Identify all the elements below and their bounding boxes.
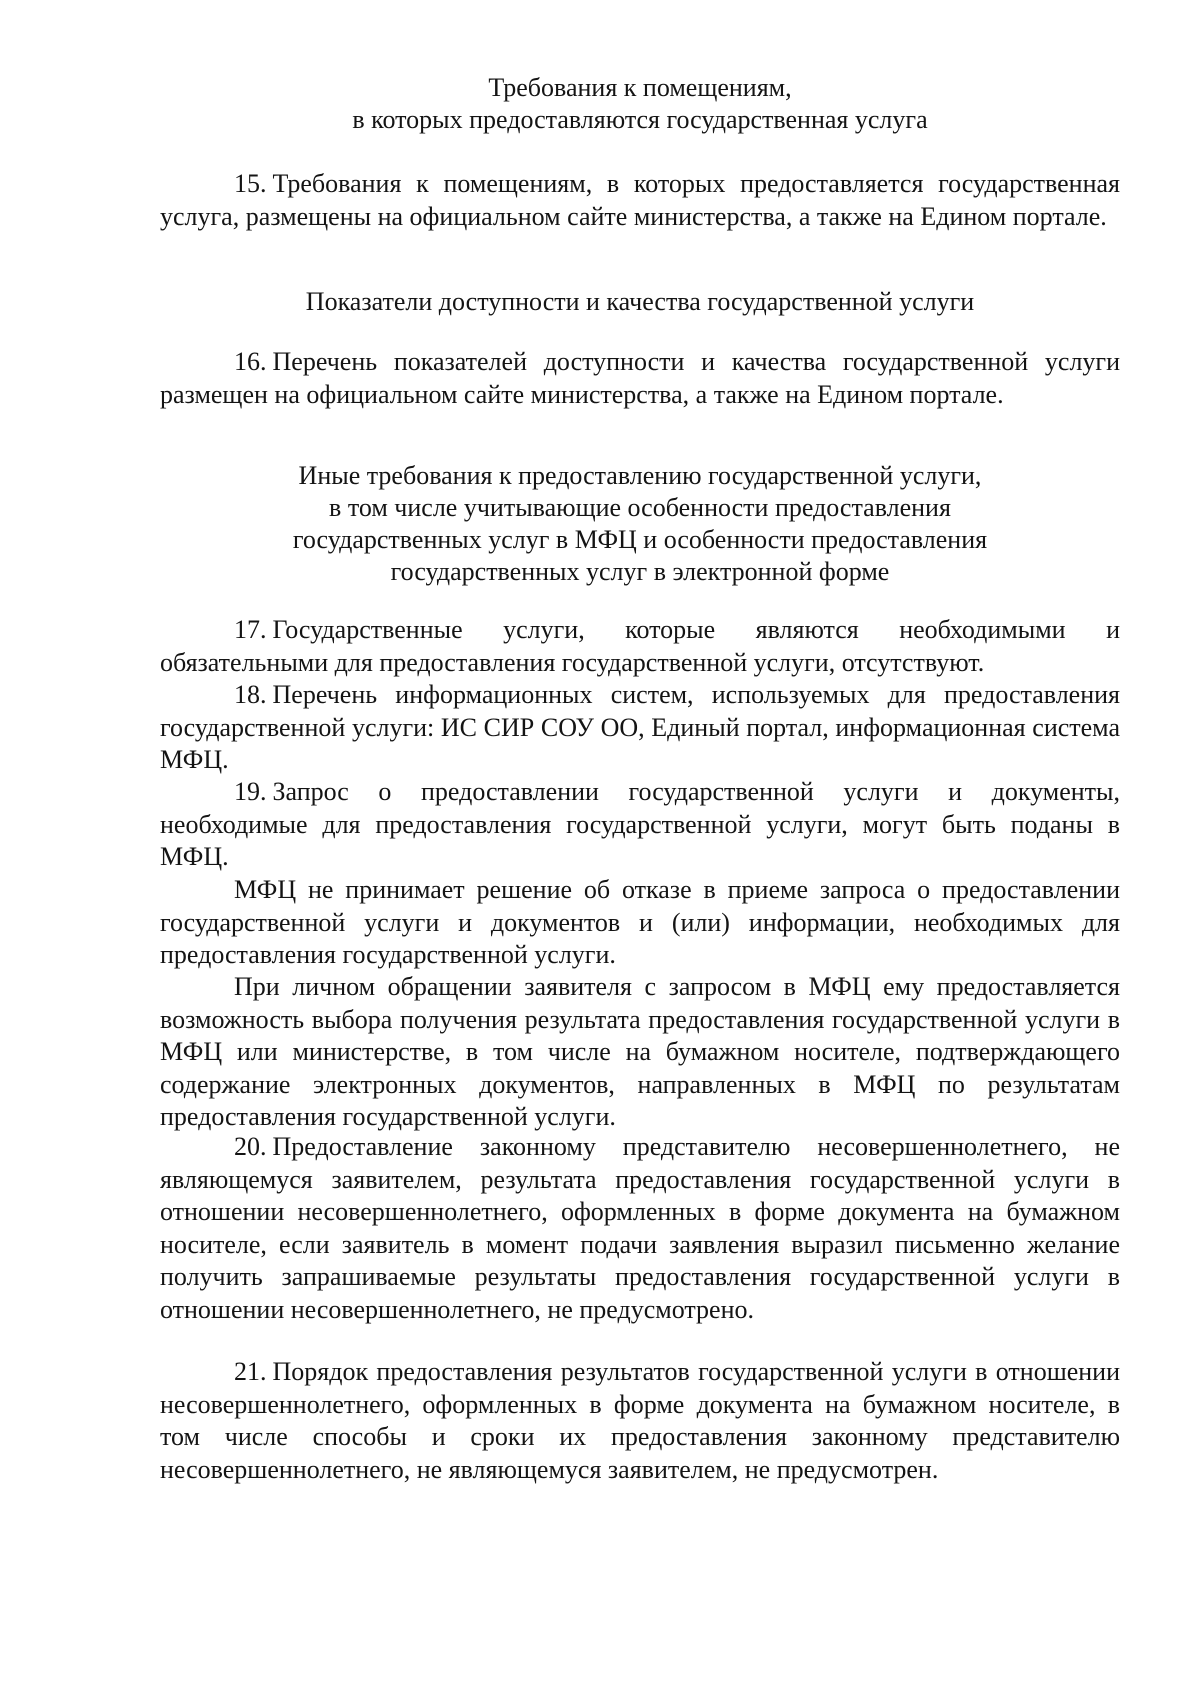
paragraph-number: 18. xyxy=(234,680,267,709)
heading-line: государственных услуг в электронной форме xyxy=(390,557,890,586)
paragraph-number: 16. xyxy=(234,347,267,376)
heading-line: Иные требования к предоставлению государственной услуги, xyxy=(298,461,982,490)
paragraph-number: 20. xyxy=(234,1132,267,1161)
heading-line: в которых предоставляются государственная услуга xyxy=(352,105,928,134)
paragraph-19-personal-visit xyxy=(160,971,1120,1134)
heading-premises-requirements xyxy=(160,72,1120,136)
paragraph-text: При личном обращении заявителя с запросом в МФЦ ему предоставляется возможность выбора получения результата предоставления государственной услуги в МФЦ или министерстве, в том числе на бумажном носителе, подтверждающего содержание электронных документов, направленных в МФЦ по результатам предоставления государственной услуги. xyxy=(160,972,1120,1131)
paragraph-21 xyxy=(160,1356,1120,1486)
heading-line: Показатели доступности и качества государственной услуги xyxy=(305,287,975,316)
paragraph-text: Перечень показателей доступности и качества государственной услуги размещен на официальном сайте министерства, а также на Едином портале. xyxy=(160,347,1120,409)
paragraph-15 xyxy=(160,168,1120,233)
paragraph-19 xyxy=(160,776,1120,874)
paragraph-number: 21. xyxy=(234,1357,267,1386)
paragraph-number: 19. xyxy=(234,777,267,806)
heading-other-requirements xyxy=(160,460,1120,588)
paragraph-text: Требования к помещениям, в которых предоставляется государственная услуга, размещены на официальном сайте министерства, а также на Едином портале. xyxy=(160,169,1120,231)
paragraph-20 xyxy=(160,1131,1120,1326)
heading-line: Требования к помещениям, xyxy=(488,73,792,102)
heading-line: в том числе учитывающие особенности предоставления xyxy=(329,493,951,522)
paragraph-number: 17. xyxy=(234,615,267,644)
paragraph-text: Предоставление законному представителю несовершеннолетнего, не являющемуся заявителем, результата предоставления государственной услуги в отношении несовершеннолетнего, оформленных в форме документа на бумажном носителе, если заявитель в момент подачи заявления выразил письменно желание получить запрашиваемые результаты предоставления государственной услуги в отношении несовершеннолетнего, не предусмотрено. xyxy=(160,1132,1120,1324)
paragraph-17 xyxy=(160,614,1120,679)
paragraph-19-mfc-no-refusal xyxy=(160,874,1120,972)
paragraph-18 xyxy=(160,679,1120,777)
paragraph-text: Перечень информационных систем, используемых для предоставления государственной услуги: ИС СИР СОУ ОО, Единый портал, информационная система МФЦ. xyxy=(160,680,1120,774)
paragraph-16 xyxy=(160,346,1120,411)
paragraph-text: МФЦ не принимает решение об отказе в приеме запроса о предоставлении государственной услуги и документов и (или) информации, необходимых для предоставления государственной услуги. xyxy=(160,875,1120,969)
paragraph-number: 15. xyxy=(234,169,267,198)
paragraph-text: Запрос о предоставлении государственной услуги и документы, необходимые для предоставления государственной услуги, могут быть поданы в МФЦ. xyxy=(160,777,1120,871)
paragraph-text: Порядок предоставления результатов государственной услуги в отношении несовершеннолетнего, оформленных в форме документа на бумажном носителе, в том числе способы и сроки их предоставления законному представителю несовершеннолетнего, не являющемуся заявителем, не предусмотрен. xyxy=(160,1357,1120,1484)
paragraph-text: Государственные услуги, которые являются необходимыми и обязательными для предоставления государственной услуги, отсутствуют. xyxy=(160,615,1120,677)
heading-accessibility-indicators xyxy=(160,286,1120,318)
heading-line: государственных услуг в МФЦ и особенности предоставления xyxy=(292,525,988,554)
